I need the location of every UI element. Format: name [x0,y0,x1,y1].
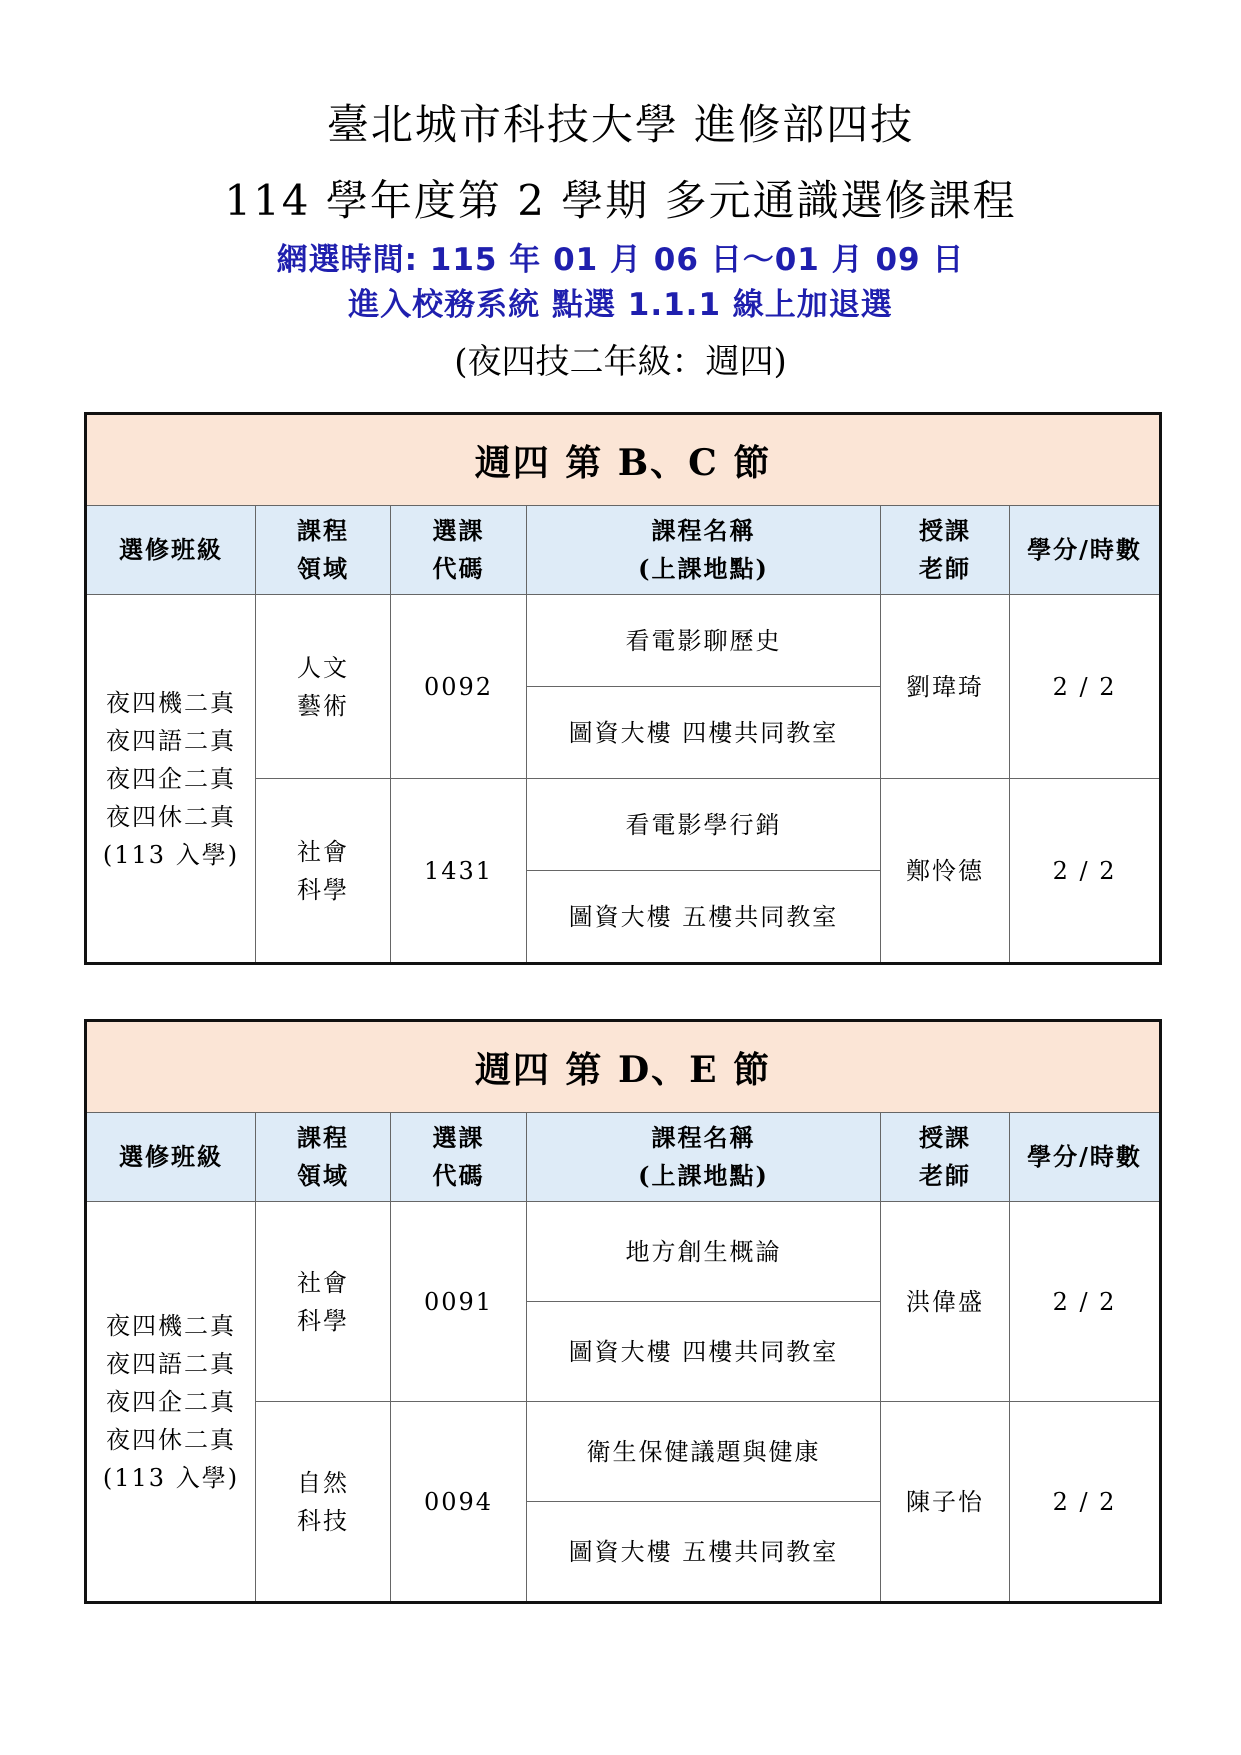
course-domain: 自然 科技 [256,1402,391,1603]
course-name: 看電影聊歷史 [527,595,881,687]
course-name: 看電影學行銷 [527,779,881,871]
course-teacher: 洪偉盛 [881,1202,1010,1402]
course-domain: 社會 科學 [256,779,391,964]
school-title: 臺北城市科技大學 進修部四技 [326,100,915,149]
course-location: 圖資大樓 四樓共同教室 [527,1302,881,1402]
course-credits: 2 / 2 [1010,1402,1161,1603]
course-code: 0094 [391,1402,527,1603]
course-name: 衛生保健議題與健康 [527,1402,881,1502]
section-title: 週四 第 B、C 節 [86,414,1161,506]
course-location: 圖資大樓 五樓共同教室 [527,1502,881,1603]
class-list: 夜四機二真 夜四語二真 夜四企二真 夜四休二真 (113 入學) [86,595,256,964]
schedule-table-bc [84,412,1162,965]
table-row [86,595,1161,687]
course-teacher: 劉瑋琦 [881,595,1010,779]
table-row [86,1202,1161,1302]
header-class: 選修班級 [86,1113,256,1202]
course-name: 地方創生概論 [527,1202,881,1302]
registration-period: 網選時間: 115 年 01 月 06 日～01 月 09 日 [276,242,965,278]
course-location: 圖資大樓 五樓共同教室 [527,871,881,964]
header-course-name: 課程名稱 (上課地點) [527,1113,881,1202]
header-course-name: 課程名稱 (上課地點) [527,506,881,595]
schedule-table-de [84,1019,1162,1604]
course-domain: 社會 科學 [256,1202,391,1402]
header-code: 選課 代碼 [391,1113,527,1202]
header-class: 選修班級 [86,506,256,595]
course-code: 0091 [391,1202,527,1402]
course-credits: 2 / 2 [1010,595,1161,779]
course-domain: 人文 藝術 [256,595,391,779]
course-credits: 2 / 2 [1010,779,1161,964]
course-code: 1431 [391,779,527,964]
header-domain: 課程 領域 [256,1113,391,1202]
course-credits: 2 / 2 [1010,1202,1161,1402]
course-teacher: 鄭怜德 [881,779,1010,964]
class-list: 夜四機二真 夜四語二真 夜四企二真 夜四休二真 (113 入學) [86,1202,256,1603]
grade-subtitle: (夜四技二年級：週四) [454,342,787,382]
course-teacher: 陳子怡 [881,1402,1010,1603]
header-credits: 學分/時數 [1010,506,1161,595]
header-teacher: 授課 老師 [881,1113,1010,1202]
course-location: 圖資大樓 四樓共同教室 [527,687,881,779]
header-teacher: 授課 老師 [881,506,1010,595]
registration-instructions: 進入校務系統 點選 1.1.1 線上加退選 [348,287,893,323]
header-code: 選課 代碼 [391,506,527,595]
course-code: 0092 [391,595,527,779]
header-credits: 學分/時數 [1010,1113,1161,1202]
semester-title: 114 學年度第 2 學期 多元通識選修課程 [224,176,1017,225]
section-title: 週四 第 D、E 節 [86,1021,1161,1113]
header-domain: 課程 領域 [256,506,391,595]
